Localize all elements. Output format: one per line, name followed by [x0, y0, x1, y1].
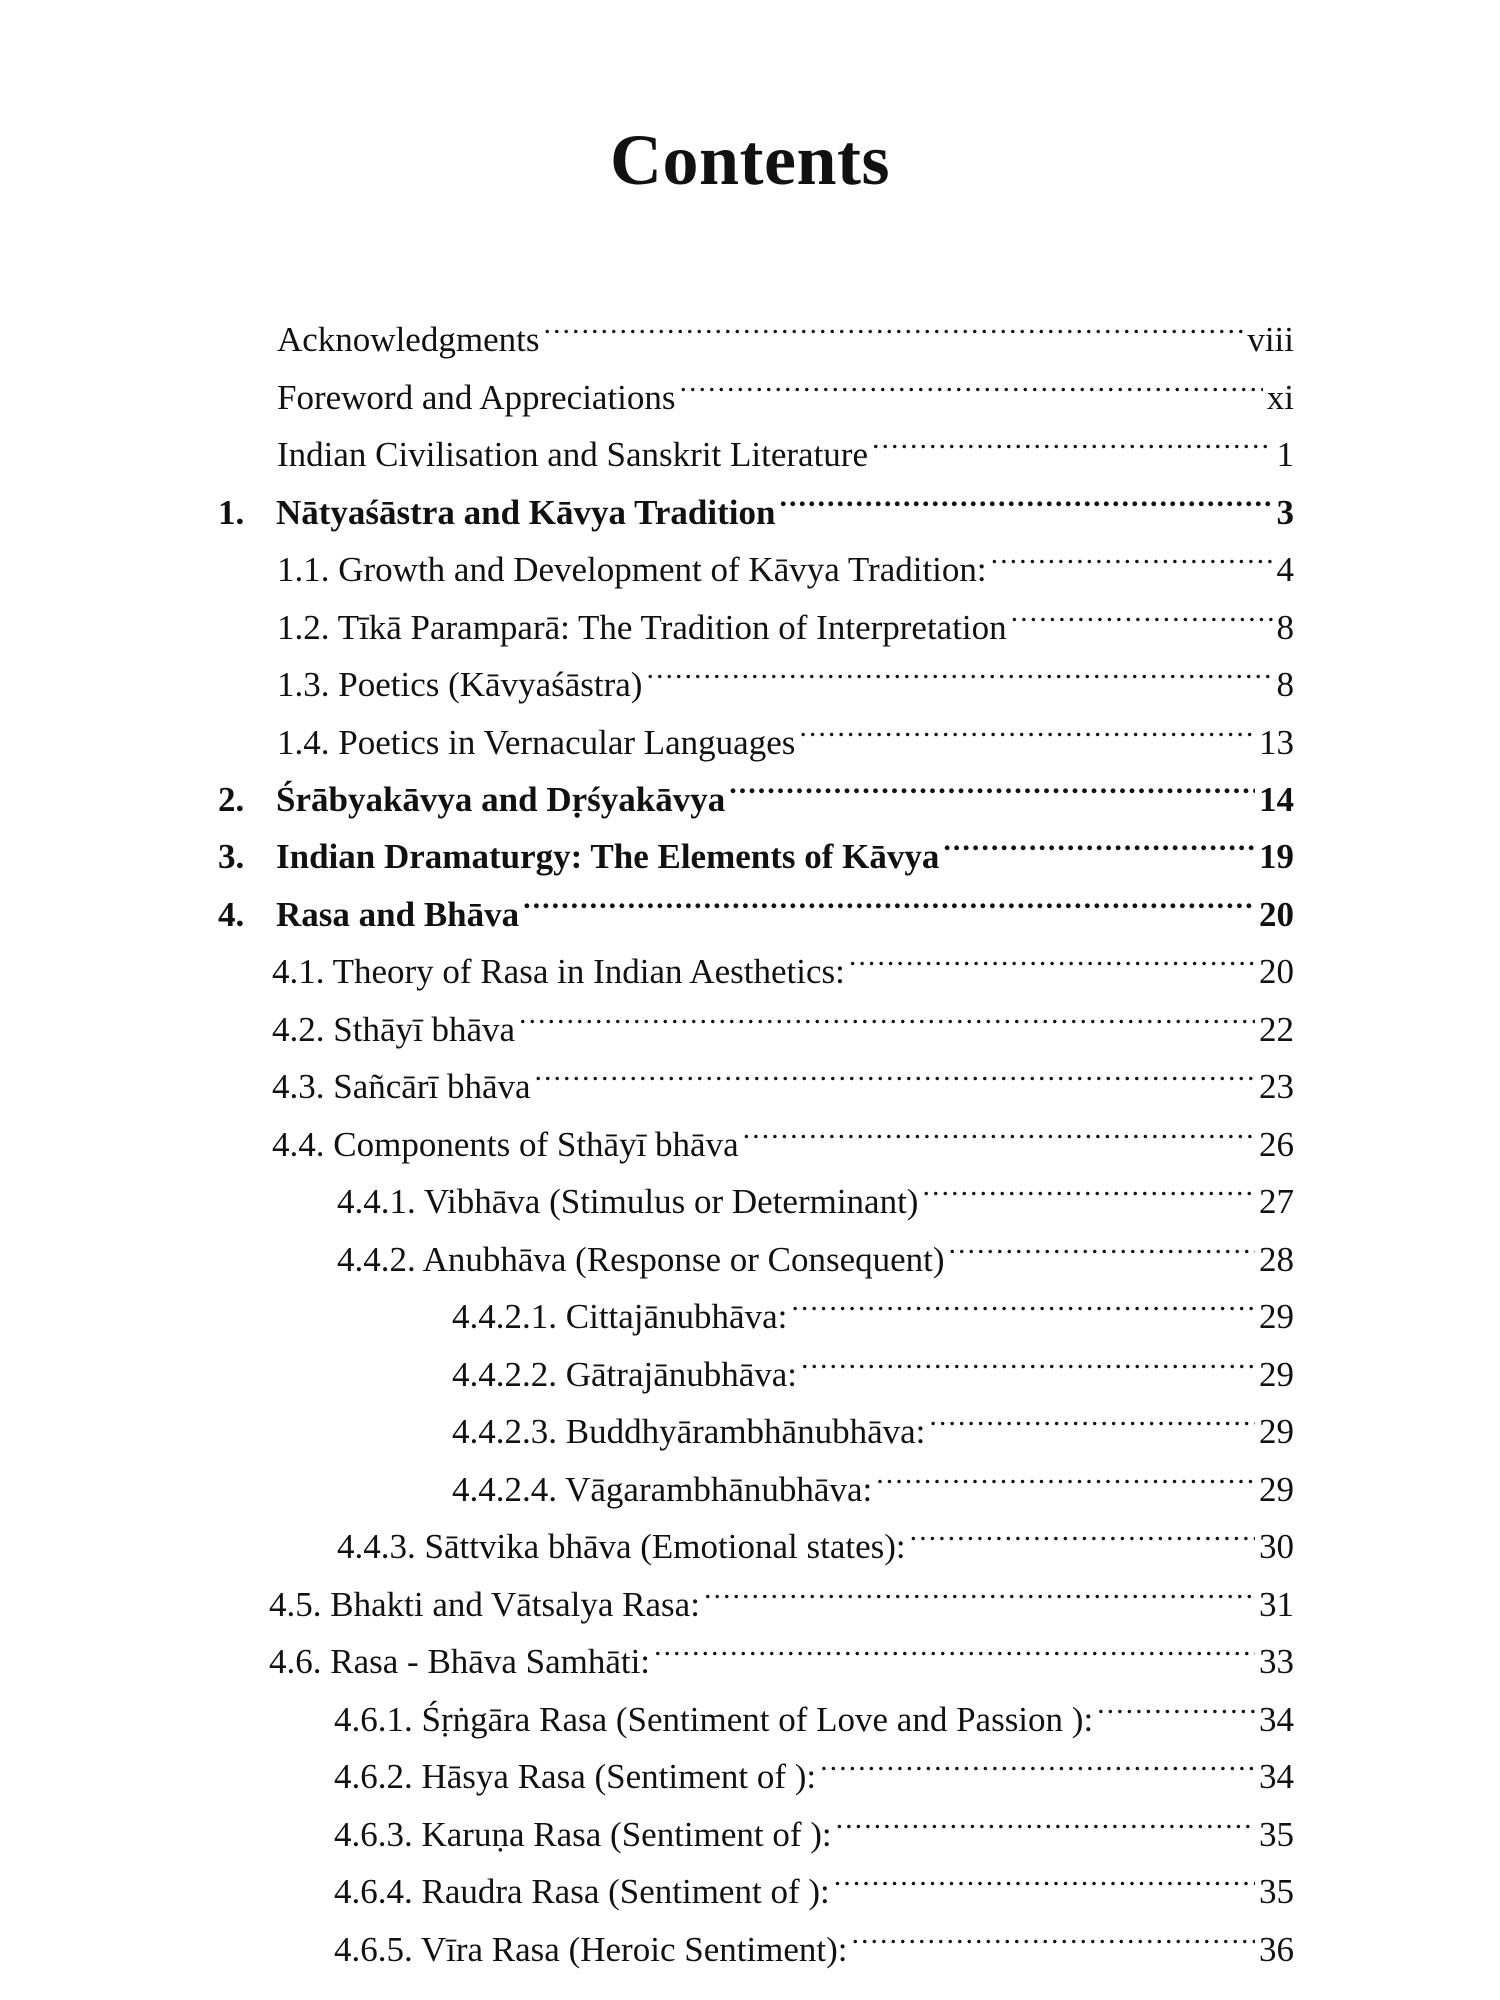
toc-entry[interactable]	[334, 1732, 1294, 1796]
toc-entry-label: 4.4.2.4. Vāgarambhānubhāva:	[452, 1470, 873, 1509]
toc-entry[interactable]	[277, 583, 1294, 647]
toc-entry-page: 30	[1259, 1527, 1294, 1566]
dot-leader	[922, 1157, 1255, 1213]
toc-entry-label: Śrābyakāvya and Dṛśyakāvya	[276, 780, 726, 819]
toc-entry[interactable]	[452, 1387, 1294, 1451]
toc-entry-page: 33	[1259, 1642, 1294, 1681]
toc-chapter-number: 2.	[218, 780, 245, 819]
dot-leader	[523, 870, 1255, 926]
toc-entry-label: Acknowledgments	[277, 320, 540, 359]
toc-entry-label: Rasa and Bhāva	[276, 895, 520, 934]
dot-leader	[834, 1847, 1255, 1903]
toc-entry-page: 36	[1259, 1930, 1294, 1969]
dot-leader	[729, 755, 1255, 811]
dot-leader	[704, 1560, 1255, 1616]
dot-leader	[910, 1502, 1255, 1558]
toc-entry[interactable]	[334, 1847, 1294, 1911]
dot-leader	[852, 1905, 1255, 1961]
dot-leader	[872, 410, 1273, 466]
dot-leader	[654, 1617, 1255, 1673]
toc-chapter-number: 1.	[218, 493, 245, 532]
toc-chapter-number: 3.	[218, 837, 245, 876]
toc-entry-page: 4	[1276, 550, 1294, 589]
toc-entry-label: 4.4.3. Sāttvika bhāva (Emotional states):	[337, 1527, 906, 1566]
toc-entry[interactable]	[272, 985, 1294, 1049]
toc-entry[interactable]	[452, 1330, 1294, 1394]
dot-leader	[743, 1100, 1255, 1156]
toc-entry[interactable]	[272, 927, 1294, 991]
toc-entry-page: 35	[1259, 1815, 1294, 1854]
toc-entry[interactable]	[277, 640, 1294, 704]
toc-entry-page: 28	[1259, 1240, 1294, 1279]
toc-entry-label: 4.4.2.3. Buddhyārambhānubhāva:	[452, 1412, 926, 1451]
toc-entry[interactable]	[269, 1560, 1294, 1624]
dot-leader	[799, 698, 1255, 754]
toc-entry-label: 1.2. Tīkā Paramparā: The Tradition of Interpretation	[277, 608, 1007, 647]
toc-entry-page: 29	[1259, 1297, 1294, 1336]
toc-entry[interactable]	[277, 525, 1294, 589]
toc-entry-label: 4.6.4. Raudra Rasa (Sentiment of ):	[334, 1872, 830, 1911]
toc-entry-page: 1	[1276, 435, 1294, 474]
dot-leader	[535, 1042, 1255, 1098]
toc-entry-label: 4.4.2. Anubhāva (Response or Consequent)	[337, 1240, 945, 1279]
dot-leader	[791, 1272, 1255, 1328]
toc-entry-page: 27	[1259, 1182, 1294, 1221]
toc-entry-label: 4.4.1. Vibhāva (Stimulus or Determinant)	[337, 1182, 919, 1221]
toc-chapter-number: 4.	[218, 895, 245, 934]
dot-leader	[646, 640, 1272, 696]
dot-leader	[779, 468, 1272, 524]
toc-entry[interactable]	[272, 1042, 1294, 1106]
toc-entry-label: 4.1. Theory of Rasa in Indian Aesthetics:	[272, 952, 845, 991]
dot-leader	[680, 353, 1263, 409]
toc-entry-label: 4.6. Rasa - Bhāva Samhāti:	[269, 1642, 651, 1681]
toc-entry-page: 14	[1259, 780, 1294, 819]
toc-entry-label: 4.4.2.1. Cittajānubhāva:	[452, 1297, 788, 1336]
toc-entry-label: 4.3. Sañcārī bhāva	[272, 1067, 531, 1106]
toc-entry[interactable]	[452, 1272, 1294, 1336]
toc-entry-label: 4.2. Sthāyī bhāva	[272, 1010, 516, 1049]
dot-leader	[543, 295, 1243, 351]
page-title: Contents	[609, 120, 890, 200]
toc-entry-page: 8	[1276, 665, 1294, 704]
toc-entry[interactable]	[334, 1905, 1294, 1969]
toc-entry-page: 35	[1259, 1872, 1294, 1911]
toc-chapter[interactable]	[218, 468, 1294, 532]
toc-entry[interactable]	[334, 1675, 1294, 1739]
toc-entry[interactable]	[269, 1617, 1294, 1681]
toc-entry-label: 1.1. Growth and Development of Kāvya Tradition:	[277, 550, 987, 589]
toc-entry-page: 29	[1259, 1470, 1294, 1509]
dot-leader	[1011, 583, 1273, 639]
toc-chapter[interactable]	[218, 870, 1294, 934]
dot-leader	[943, 812, 1255, 868]
toc-entry-label: Indian Civilisation and Sanskrit Literature	[277, 435, 868, 474]
toc-entry-page: 26	[1259, 1125, 1294, 1164]
toc-entry[interactable]	[337, 1215, 1294, 1279]
toc-entry-page: 13	[1259, 723, 1294, 762]
dot-leader	[876, 1445, 1255, 1501]
toc-entry[interactable]	[277, 295, 1294, 359]
toc-entry-label: Foreword and Appreciations	[277, 378, 676, 417]
toc-entry-page: 34	[1259, 1700, 1294, 1739]
toc-entry[interactable]	[277, 410, 1294, 474]
dot-leader	[519, 985, 1255, 1041]
dot-leader	[820, 1732, 1255, 1788]
toc-entry-label: 4.6.3. Karuṇa Rasa (Sentiment of ):	[334, 1815, 832, 1854]
toc-entry-label: 4.6.2. Hāsya Rasa (Sentiment of ):	[334, 1757, 817, 1796]
dot-leader	[929, 1387, 1255, 1443]
toc-entry-label: Indian Dramaturgy: The Elements of Kāvya	[276, 837, 940, 876]
toc-entry[interactable]	[272, 1100, 1294, 1164]
dot-leader	[801, 1330, 1255, 1386]
toc-entry[interactable]	[337, 1502, 1294, 1566]
toc-entry[interactable]	[334, 1790, 1294, 1854]
toc-chapter[interactable]	[218, 755, 1294, 819]
toc-entry-page: 29	[1259, 1355, 1294, 1394]
dot-leader	[991, 525, 1273, 581]
dot-leader	[849, 927, 1255, 983]
toc-entry-label: 1.4. Poetics in Vernacular Languages	[277, 723, 796, 762]
toc-entry[interactable]	[337, 1157, 1294, 1221]
toc-entry-label: Nātyaśāstra and Kāvya Tradition	[276, 493, 776, 532]
toc-entry-page: 31	[1259, 1585, 1294, 1624]
toc-entry[interactable]	[452, 1445, 1294, 1509]
toc-entry-page: xi	[1266, 378, 1294, 417]
toc-entry-label: 4.4. Components of Sthāyī bhāva	[272, 1125, 739, 1164]
toc-entry-page: 3	[1276, 493, 1294, 532]
toc-entry-label: 4.6.5. Vīra Rasa (Heroic Sentiment):	[334, 1930, 848, 1969]
toc-entry-page: 29	[1259, 1412, 1294, 1451]
toc-entry-page: 20	[1259, 952, 1294, 991]
toc-entry-label: 1.3. Poetics (Kāvyaśāstra)	[277, 665, 643, 704]
toc-entry-label: 4.6.1. Śṛṅgāra Rasa (Sentiment of Love and Passion ):	[334, 1700, 1094, 1739]
toc-entry[interactable]	[277, 698, 1294, 762]
toc-entry-page: 23	[1259, 1067, 1294, 1106]
toc-chapter[interactable]	[218, 812, 1294, 876]
dot-leader	[1097, 1675, 1255, 1731]
toc-entry-page: 19	[1259, 837, 1294, 876]
toc-entry-label: 4.4.2.2. Gātrajānubhāva:	[452, 1355, 798, 1394]
dot-leader	[836, 1790, 1255, 1846]
toc-entry-label: 4.5. Bhakti and Vātsalya Rasa:	[269, 1585, 700, 1624]
dot-leader	[949, 1215, 1255, 1271]
toc-entry-page: viii	[1247, 320, 1294, 359]
toc-entry-page: 8	[1276, 608, 1294, 647]
toc-entry-page: 34	[1259, 1757, 1294, 1796]
toc-entry[interactable]	[277, 353, 1294, 417]
toc-entry-page: 22	[1259, 1010, 1294, 1049]
toc-entry-page: 20	[1259, 895, 1294, 934]
